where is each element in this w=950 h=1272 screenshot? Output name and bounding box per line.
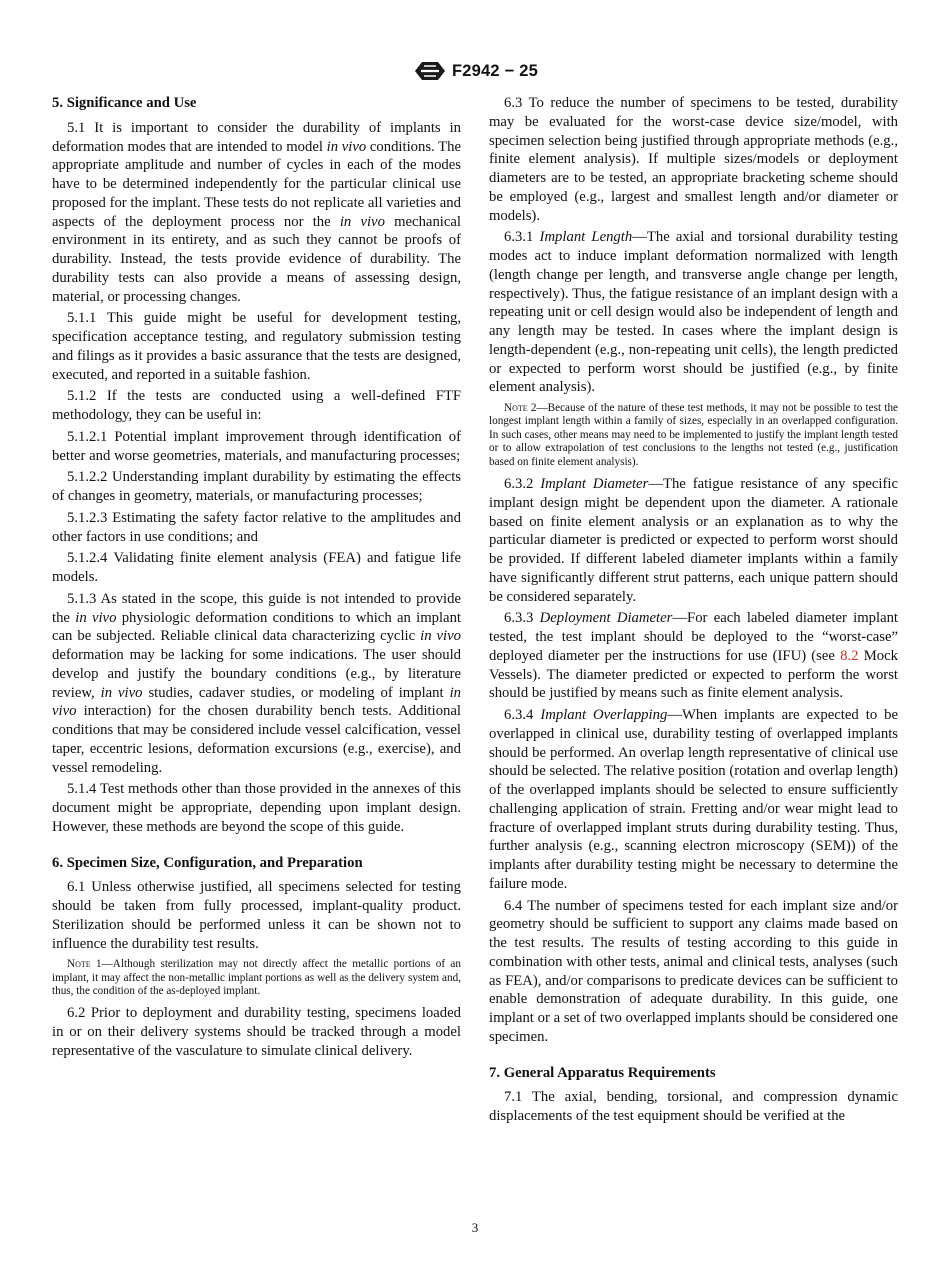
paragraph-5-1-2-4: 5.1.2.4 Validating finite element analysis (FEA) and fatigue life models. xyxy=(52,550,461,585)
page-header xyxy=(0,58,950,84)
page-number: 3 xyxy=(471,1220,479,1235)
paragraph-6-4: 6.4 The number of specimens tested for each implant size and/or geometry should be sufficient to support any claims made based on the test results. The results of testing according to this guide in combination with other tests, animal and clinical tests, analyses (such as FEA), and/or comparisons to predicate devices can be sufficient to enable demonstration of adequate durability. In this guide, one implant or a set of two overlapped implants should be considered one specimen. xyxy=(489,897,898,1045)
paragraph-5-1-3: 5.1.3 As stated in the scope, this guide is not intended to provide the in vivo physiologic deformation conditions to which an implant can be subjected. Reliable clinical data characterizing cyclic in vivo deformation may be lacking for some indications. The user should develop and justify the boundary conditions (e.g., by literature review, in vivo studies, cadaver studies, or modeling of implant in vivo interaction) for the chosen durability bench tests. Additional conditions that may be considered include vessel calcification, vessel taper, eccentric lesions, deformation excursions (e.g., exercise), and vessel remodeling. xyxy=(52,590,461,776)
section-6-heading: 6. Specimen Size, Configuration, and Preparation xyxy=(52,854,363,871)
paragraph-5-1-1: 5.1.1 This guide might be useful for development testing, specification acceptance testing, and regulatory submission testing and filings as it provides a basic assurance that the tests are designed, executed, and reported in a suitable fashion. xyxy=(52,310,461,383)
document-id: F2942 − 25 xyxy=(452,61,538,80)
paragraph-6-3-3: 6.3.3 Deployment Diameter—For each labeled diameter implant tested, the test implant should be deployed to the “worst-case” deployed diameter per the instructions for use (IFU) (see 8.2 Mock Vessels). The diameter predicted or expected to perform the worst should be justified by means such as finite element analysis. xyxy=(489,610,899,702)
section-8-2-link[interactable]: 8.2 xyxy=(840,647,859,664)
section-5-heading: 5. Significance and Use xyxy=(52,95,197,111)
paragraph-5-1-2-3: 5.1.2.3 Estimating the safety factor relative to the amplitudes and other factors in use conditions; and xyxy=(52,509,461,545)
astm-logo-icon xyxy=(412,59,448,83)
paragraph-6-3-1: 6.3.1 Implant Length—The axial and torsional durability testing modes act to induce implant deformation normalized with length (length change per length, and transverse angle change per length, respectively). Thus, the fatigue resistance of an implant design with a repeating unit or cell design would also be independent of length and any length may be tested. In cases where the implant design is length-dependent (e.g., non-repeating unit cells), the length predicted or expected to perform worst should be justified (e.g., by finite element analysis). xyxy=(489,229,898,396)
paragraph-6-3: 6.3 To reduce the number of specimens to be tested, durability may be evaluated for the worst-case device size/model, with specimen selection being justified through appropriate methods (e.g., finite element analysis). If multiple sizes/models or deployment diameters are to be tested, an appropriate bracketing scheme should be employed (e.g., largest and smallest length and/or diameter or models). xyxy=(489,95,898,224)
right-column xyxy=(489,94,898,1129)
paragraph-6-3-2: 6.3.2 Implant Diameter—The fatigue resistance of any specific implant design might be dependent upon the diameter. A rationale based on finite element analysis or an explanation as to why the particular diameter is predicted or expected to perform worst should be provided. If different labeled diameter implants within a family have significantly different strut patterns, each unique pattern should be considered separately. xyxy=(489,476,898,605)
paragraph-5-1: 5.1 It is important to consider the durability of implants in deformation modes that are intended to model in vivo conditions. The appropriate amplitude and number of cycles in each of the modes have to be determined independently for the particular clinical use proposed for the implant. These tests do not replicate all varieties and aspects of the deployment process nor the in vivo mechanical environment in its entirety, and as such they cannot be proofs of durability. Instead, the tests provide evidence of durability. The durability tests can also provide a means of assessing design, material, or processing changes. xyxy=(52,119,461,305)
paragraph-6-2: 6.2 Prior to deployment and durability testing, specimens loaded in or on their delivery systems should be tracked through a model representative of the vasculature to simulate clinical delivery. xyxy=(52,1005,461,1059)
left-column xyxy=(52,94,461,1064)
paragraph-6-1: 6.1 Unless otherwise justified, all specimens selected for testing should be taken from fully processed, implant-quality product. Sterilization should be performed unless it can be shown not to influence the durability test results. xyxy=(52,879,461,952)
paragraph-6-3-4: 6.3.4 Implant Overlapping—When implants are expected to be overlapped in clinical use, durability testing of overlapped implants should be performed. An overlap length representative of clinical use should be selected. The relative position (rotation and overlap length) of the overlapped implants should be selected to ensure sufficiently challenging application of strain. Fretting and/or wear might lead to fracture of overlapped implant struts during durability testing. Thus, further analysis (e.g., scanning electron microscopy (SEM)) of the implants after durability testing might be necessary to determine the failure mode. xyxy=(489,707,899,892)
note-1: Note 1—Although sterilization may not directly affect the metallic portions of an implant, it may affect the non-metallic implant portions as well as the delivery system and, thus, the condition of the as-deployed implant. xyxy=(52,958,461,998)
section-7-heading: 7. General Apparatus Requirements xyxy=(489,1064,716,1081)
note-2: Note 2—Because of the nature of these test methods, it may not be possible to test the longest implant length within a family of sizes, especially in an overlapped configuration. In such cases, other means may need to be implemented to justify the implant length tested or to allow extrapolation of test conclusions to the lengths not tested (e.g., justification based on finite element analysis). xyxy=(489,402,898,468)
paragraph-5-1-4: 5.1.4 Test methods other than those provided in the annexes of this document might be appropriate, depending upon implant design. However, these methods are beyond the scope of this guide. xyxy=(52,781,461,835)
paragraph-5-1-2-2: 5.1.2.2 Understanding implant durability by estimating the effects of changes in geometry, materials, or manufacturing processes; xyxy=(52,469,461,504)
paragraph-5-1-2-1: 5.1.2.1 Potential implant improvement through identification of better and worse geometries, materials, and manufacturing processes; xyxy=(52,428,461,464)
paragraph-5-1-2: 5.1.2 If the tests are conducted using a well-defined FTF methodology, they can be useful in: xyxy=(52,388,461,423)
paragraph-7-1: 7.1 The axial, bending, torsional, and compression dynamic displacements of the test equipment should be verified at the xyxy=(489,1089,898,1125)
